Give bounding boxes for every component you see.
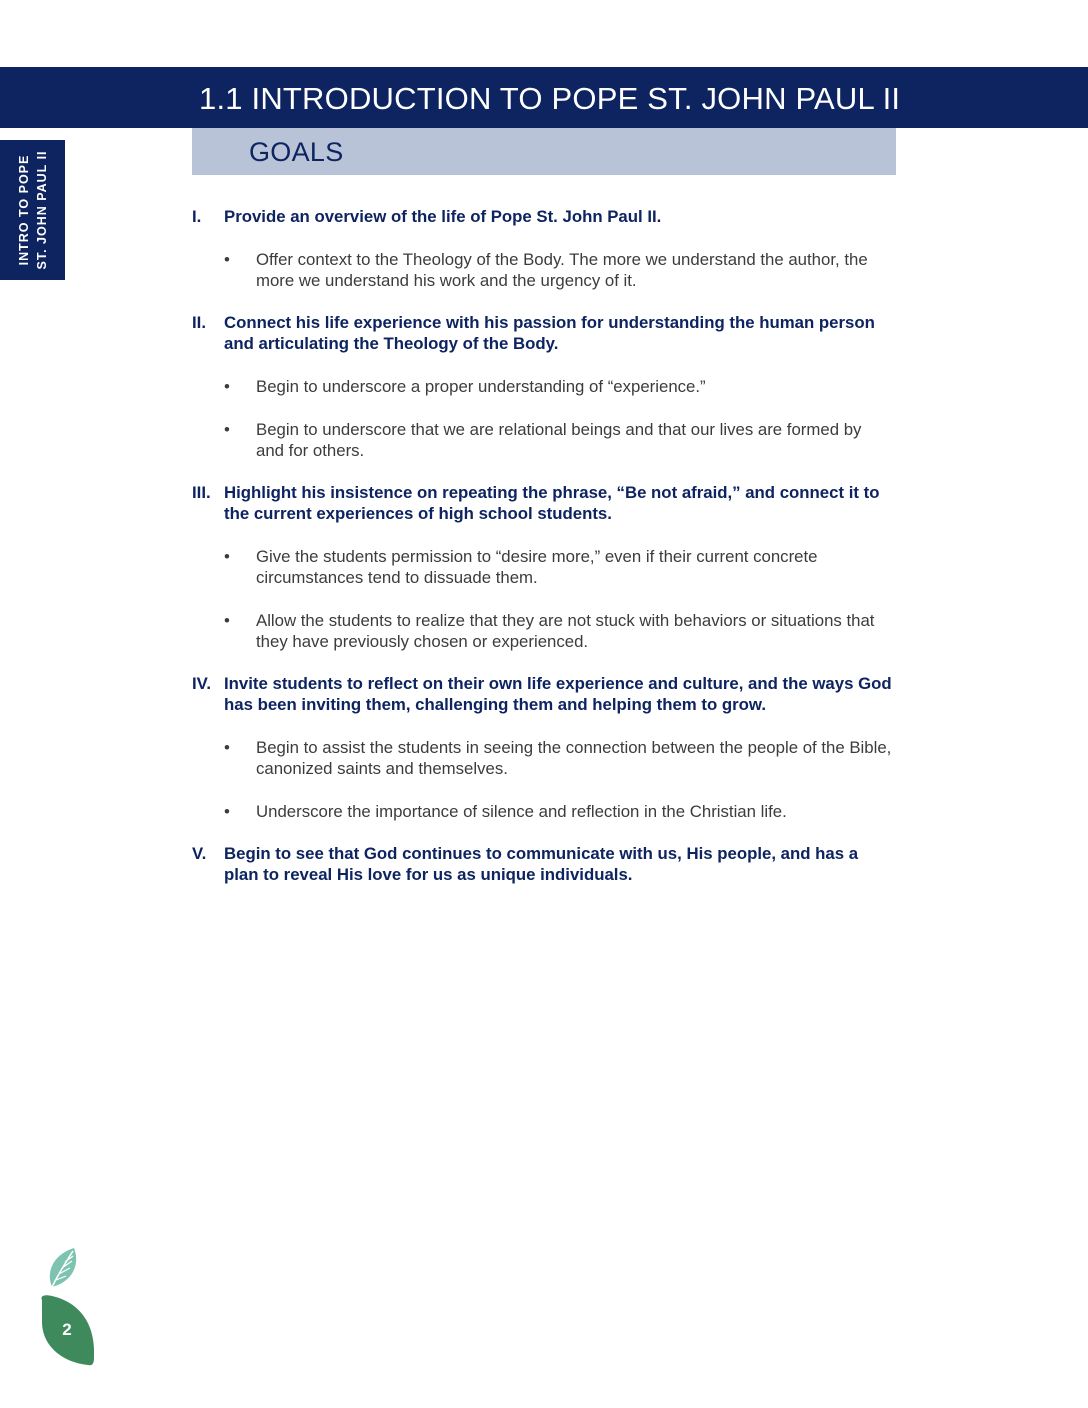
side-tab-line-2: ST. JOHN PAUL II [35,150,49,270]
goals-list [192,206,892,906]
goal-bullet [192,610,892,652]
page-title: 1.1 INTRODUCTION TO POPE ST. JOHN PAUL II [199,81,901,116]
section-title: GOALS [249,137,344,167]
goal-text: Begin to see that God continues to communicate with us, His people, and has a plan to reveal His love for us as unique individuals. [224,844,859,884]
goal-bullet-text: Begin to underscore a proper understanding of “experience.” [256,377,706,396]
goal-bullet-text: Underscore the importance of silence and reflection in the Christian life. [256,802,787,821]
bullet-dot-icon: • [224,420,230,439]
goal-bullet-text: Give the students permission to “desire more,” even if their current concrete circumstances tend to dissuade them. [256,547,818,587]
goal-heading [192,673,892,715]
goal-number: IV. [192,674,211,693]
goal-bullet [192,546,892,588]
chapter-side-tab [0,140,65,280]
section-band [192,128,896,175]
bullet-dot-icon: • [224,250,230,269]
goal-bullet-text: Begin to underscore that we are relational beings and that our lives are formed by and for others. [256,420,862,460]
goal-bullet-list [192,249,892,291]
goal-number: III. [192,483,211,502]
goal-heading [192,843,892,885]
bullet-dot-icon: • [224,547,230,566]
goal-number: I. [192,207,202,226]
goal-heading [192,482,892,524]
bullet-dot-icon: • [224,377,230,396]
goal-text: Connect his life experience with his passion for understanding the human person and articulating the Theology of the Body. [224,313,875,353]
goal-bullet-text: Offer context to the Theology of the Body. The more we understand the author, the more we understand his work and the urgency of it. [256,250,868,290]
goal-item [192,673,892,822]
goal-heading [192,206,892,227]
bullet-dot-icon: • [224,738,230,757]
goal-bullet-list [192,376,892,461]
goal-bullet-text: Begin to assist the students in seeing the connection between the people of the Bible, canonized saints and themselves. [256,738,892,778]
bullet-dot-icon: • [224,611,230,630]
goal-number: V. [192,844,207,863]
goal-item [192,482,892,652]
side-tab-line-1: INTRO TO POPE [17,154,31,266]
goal-item [192,206,892,291]
goal-bullet [192,801,892,822]
goal-bullet-list [192,737,892,822]
goal-bullet-list [192,546,892,652]
goal-text: Highlight his insistence on repeating the phrase, “Be not afraid,” and connect it to the current experiences of high school students. [224,483,880,523]
goal-bullet [192,249,892,291]
goal-number: II. [192,313,206,332]
goal-bullet [192,737,892,779]
bullet-dot-icon: • [224,802,230,821]
goal-item [192,843,892,885]
page-number: 2 [62,1320,72,1339]
header-bar [0,67,1088,128]
goal-text: Provide an overview of the life of Pope St. John Paul II. [224,207,662,226]
goal-bullet [192,419,892,461]
goal-item [192,312,892,461]
leaf-icon [44,1245,84,1291]
goal-text: Invite students to reflect on their own life experience and culture, and the ways God has been inviting them, challenging them and helping them to grow. [224,674,892,714]
goal-heading [192,312,892,354]
goal-bullet [192,376,892,397]
side-tab-label [15,140,51,280]
goal-bullet-text: Allow the students to realize that they are not stuck with behaviors or situations that they have previously chosen or experienced. [256,611,875,651]
